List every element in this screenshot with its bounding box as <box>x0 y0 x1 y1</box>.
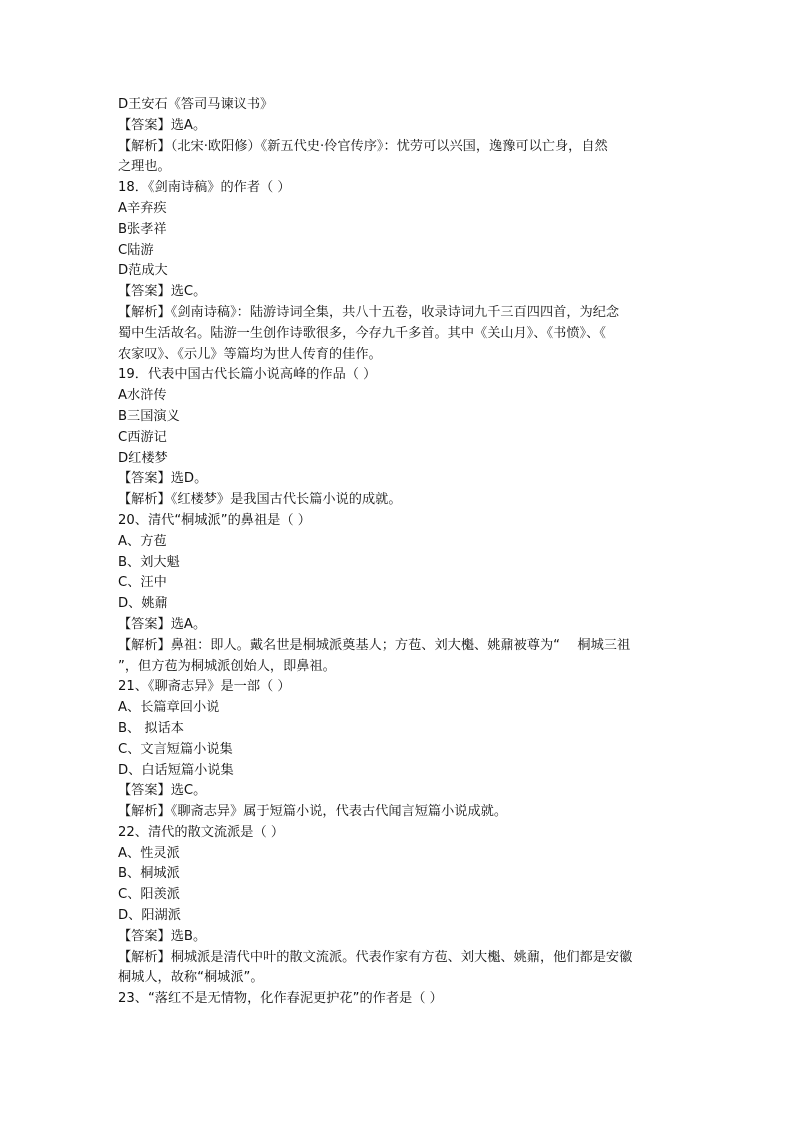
option-d: D范成大 <box>118 263 168 279</box>
option-c: C、汪中 <box>118 575 167 591</box>
answer: 【答案】选A。 <box>118 616 207 632</box>
analysis-continued: 蜀中生活故名。陆游一生创作诗歌很多，今存九千多首。其中《关山月》、《书愤》、《 <box>118 325 606 341</box>
option-c: C陆游 <box>118 242 154 258</box>
analysis-continued: ”，但方苞为桐城派创始人，即鼻祖。 <box>118 658 336 674</box>
option-a: A、长篇章回小说 <box>118 700 220 716</box>
analysis: 【解析】《聊斋志异》属于短篇小说，代表古代闻言短篇小说成就。 <box>118 804 508 820</box>
option-d: D王安石《答司马谏议书》 <box>118 97 274 112</box>
option-a: A、性灵派 <box>118 845 180 861</box>
option-b: B、 拟话本 <box>118 720 184 736</box>
question-18: 18．《剑南诗稿》的作者（ ） <box>118 180 291 196</box>
question-20: 20、清代“桐城派”的鼻祖是（ ） <box>118 512 311 528</box>
answer: 【答案】选C。 <box>118 284 207 300</box>
option-b: B张孝祥 <box>118 221 167 237</box>
answer: 【答案】选A。 <box>118 117 207 133</box>
option-b: B、桐城派 <box>118 866 180 882</box>
question-21: 21、《聊斋志异》是一部（ ） <box>118 679 291 695</box>
option-b: B、刘大魁 <box>118 554 180 570</box>
analysis: 【解析】鼻祖：即人。戴名世是桐城派奠基人；方苞、刘大櫆、姚鼐被尊为“ 桐城三祖 <box>118 637 631 653</box>
option-a: A水浒传 <box>118 388 167 404</box>
option-a: A辛弃疾 <box>118 200 167 216</box>
option-d: D、姚鼐 <box>118 596 168 612</box>
answer: 【答案】选C。 <box>118 783 207 799</box>
analysis: 【解析】（北宋·欧阳修）《新五代史·伶官传序》：忧劳可以兴国，逸豫可以亡身，自然 <box>118 138 608 154</box>
option-c: C、文言短篇小说集 <box>118 741 233 757</box>
analysis-continued: 之理也。 <box>118 159 171 175</box>
analysis-continued: 农家叹》、《示儿》等篇均为世人传育的佳作。 <box>118 346 382 362</box>
analysis: 【解析】《红楼梦》是我国古代长篇小说的成就。 <box>118 492 402 508</box>
question-22: 22、清代的散文流派是（ ） <box>118 824 285 840</box>
document-body <box>118 95 678 1010</box>
analysis: 【解析】《剑南诗稿》：陆游诗词全集，共八十五卷，收录诗词九千三百四四首，为纪念 <box>118 304 620 320</box>
option-c: C西游记 <box>118 429 167 445</box>
option-c: C、阳羡派 <box>118 887 180 903</box>
option-d: D、阳湖派 <box>118 908 181 924</box>
answer: 【答案】选D。 <box>118 471 208 487</box>
answer: 【答案】选B。 <box>118 928 207 944</box>
option-d: D红楼梦 <box>118 450 168 466</box>
question-19: 19．代表中国古代长篇小说高峰的作品（ ） <box>118 367 377 383</box>
option-d: D、白话短篇小说集 <box>118 762 234 778</box>
option-b: B三国演义 <box>118 408 180 424</box>
analysis-continued: 桐城人，故称“桐城派”。 <box>118 970 264 986</box>
option-a: A、方苞 <box>118 533 167 549</box>
question-23: 23、“落红不是无情物，化作春泥更护花”的作者是（ ） <box>118 991 443 1007</box>
analysis: 【解析】桐城派是清代中叶的散文流派。代表作家有方苞、刘大櫆、姚鼐，他们都是安徽 <box>118 949 633 965</box>
